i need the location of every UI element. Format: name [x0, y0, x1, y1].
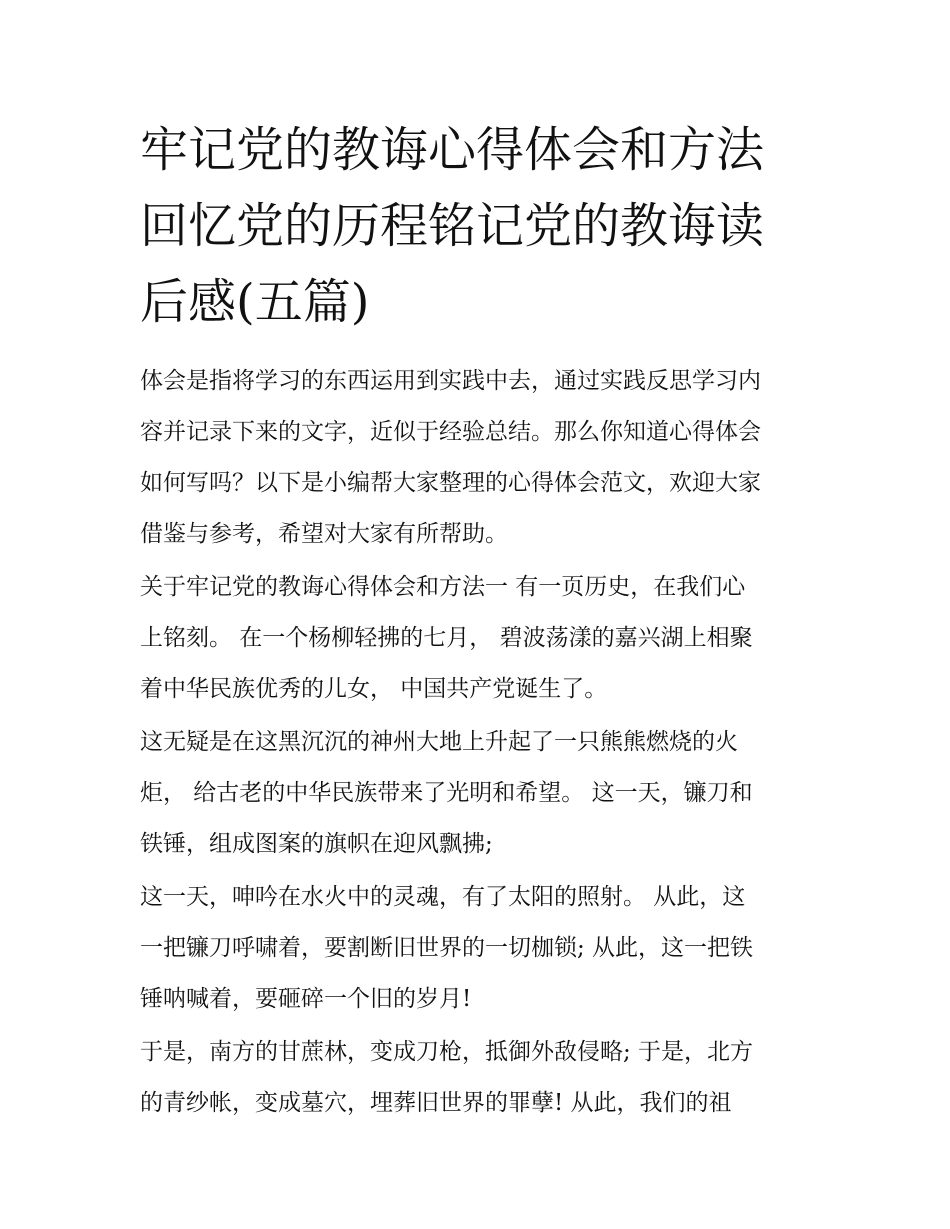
paragraph-line: 于是，南方的甘蔗林，变成刀枪，抵御外敌侵略; 于是，北方: [140, 1039, 754, 1065]
paragraph-line: 关于牢记党的教诲心得体会和方法一 有一页历史，在我们心: [140, 574, 746, 600]
paragraph-line: 的青纱帐，变成墓穴，埋葬旧世界的罪孽! 从此，我们的祖: [140, 1090, 732, 1116]
paragraph-sickle: [140, 872, 812, 1025]
paragraph-line: 上铭刻。 在一个杨柳轻拂的七月， 碧波荡漾的嘉兴湖上相聚: [140, 625, 753, 651]
paragraph-line: 炬， 给古老的中华民族带来了光明和希望。 这一天，镰刀和: [140, 780, 753, 806]
paragraph-line: 借鉴与参考，希望对大家有所帮助。: [140, 521, 508, 547]
paragraph-line: 着中华民族优秀的儿女， 中国共产党诞生了。: [140, 676, 608, 702]
paragraph-south-north: [140, 1027, 812, 1129]
title-line: 后感(五篇): [140, 274, 370, 330]
title-line: 回忆党的历程铭记党的教诲读: [140, 198, 765, 254]
document-body: [140, 112, 812, 1131]
paragraph-torch: [140, 717, 812, 870]
paragraph-line: 铁锤，组成图案的旗帜在迎风飘拂;: [140, 831, 493, 857]
title-line: 牢记党的教诲心得体会和方法: [140, 122, 765, 178]
document-title: [140, 112, 812, 340]
paragraph-line: 一把镰刀呼啸着，要割断旧世界的一切枷锁; 从此，这一把铁: [140, 935, 754, 961]
paragraph-intro: [140, 356, 812, 560]
paragraph-history: [140, 562, 812, 715]
paragraph-line: 容并记录下来的文字，近似于经验总结。那么你知道心得体会: [140, 419, 761, 445]
paragraph-line: 如何写吗？以下是小编帮大家整理的心得体会范文，欢迎大家: [140, 470, 761, 496]
paragraph-line: 锤呐喊着，要砸碎一个旧的岁月!: [140, 986, 472, 1012]
paragraph-line: 这无疑是在这黑沉沉的神州大地上升起了一只熊熊燃烧的火: [140, 729, 738, 755]
paragraph-line: 这一天，呻吟在水火中的灵魂，有了太阳的照射。 从此，这: [140, 884, 746, 910]
paragraph-line: 体会是指将学习的东西运用到实践中去，通过实践反思学习内: [140, 368, 761, 394]
